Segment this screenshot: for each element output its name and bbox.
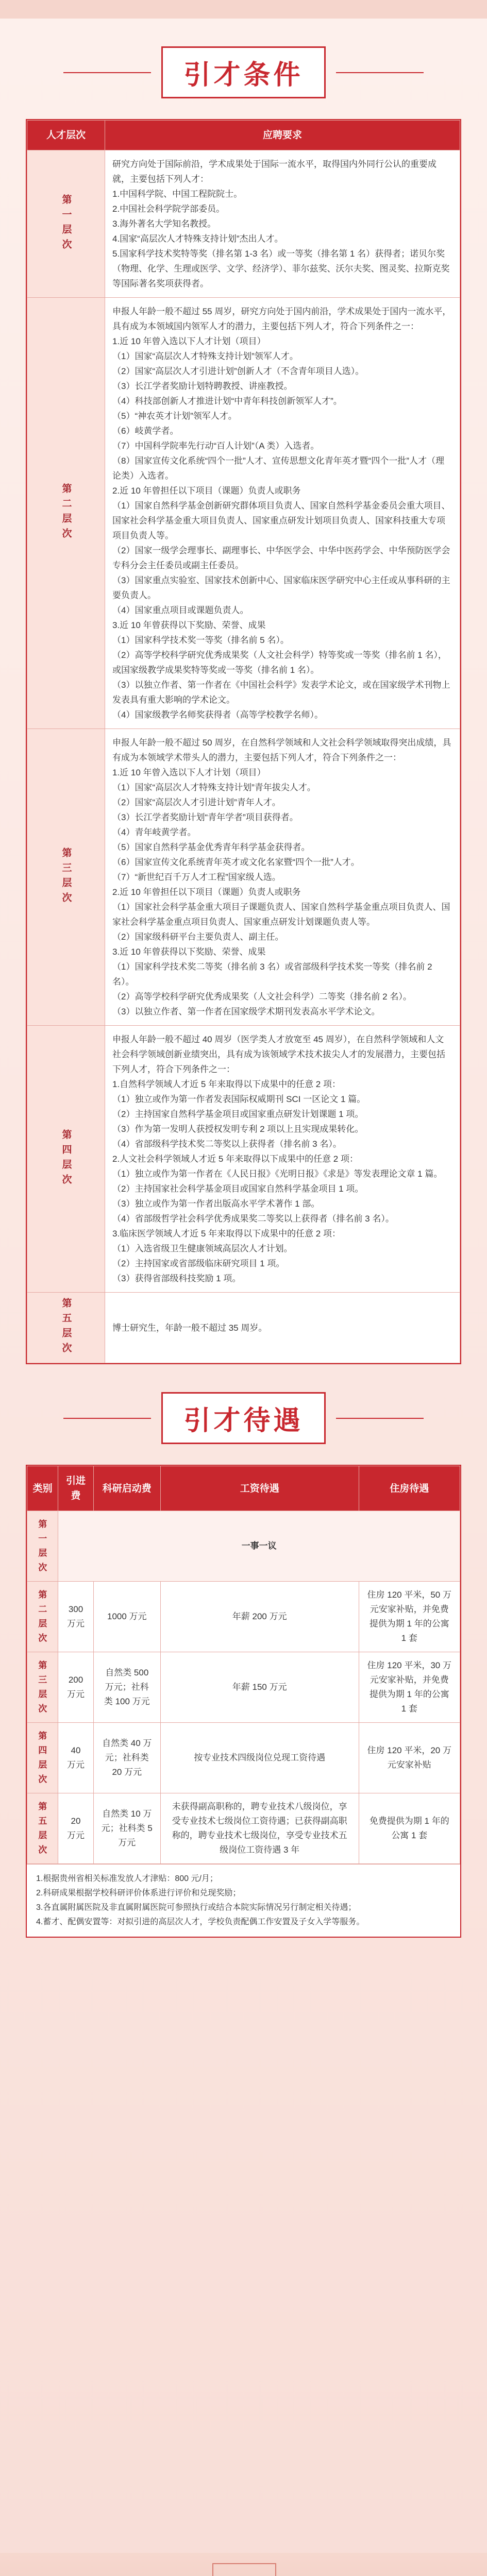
requirement-line: 1.中国科学院、中国工程院院士。 <box>112 189 243 199</box>
requirement-line: （2）主持国家社会科学基金项目或国家自然科学基金项目 1 项。 <box>112 1184 364 1194</box>
requirement-line: 3.临床医学领域人才近 5 年来取得以下成果中的任意 2 项： <box>112 1229 341 1239</box>
requirement-line: （5）“神农英才计划”领军人才。 <box>112 411 237 421</box>
benefits-table-wrap <box>26 1465 461 1938</box>
benefit-research: 自然类 10 万元；社科类 5 万元 <box>93 1793 160 1864</box>
benefit-header: 引进费 <box>58 1466 93 1511</box>
benefits-title: 引才待遇 <box>161 1392 325 1444</box>
table-row <box>27 150 460 298</box>
conditions-table-wrap <box>26 119 461 1364</box>
benefit-fee: 200 万元 <box>58 1652 93 1723</box>
requirement-line: （3）获得省部级科技奖励 1 项。 <box>112 1274 241 1283</box>
requirement-line: （8）国家宣传文化系统“四个一批”人才、宣传思想文化青年英才暨“四个一批”人才（理论类）入选者。 <box>112 456 445 481</box>
requirement-line: （2）国家“高层次人才引进计划”创新人才（不含青年项目人选）。 <box>112 366 364 376</box>
benefit-fee: 300 万元 <box>58 1582 93 1652</box>
requirement-cell <box>105 1026 460 1293</box>
requirement-line: 2.近 10 年曾担任以下项目（课题）负责人或职务 <box>112 486 301 496</box>
title-deco-line-right <box>336 72 424 73</box>
note-line: 1.根据贵州省相关标准发放人才津贴：800 元/月； <box>36 1874 218 1883</box>
benefit-fee: 20 万元 <box>58 1793 93 1864</box>
requirement-line: 2.人文社会科学领域人才近 5 年来取得以下成果中的任意 2 项： <box>112 1154 358 1164</box>
requirement-line: 申报人年龄一般不超过 40 周岁（医学类人才放宽至 45 周岁），在自然科学领域和人文社会科学领域创新业绩突出，具有成为该领域学术技术拔尖人才的发展潜力，主要包括下列人才，符合下列条件之一： <box>112 1035 445 1074</box>
benefit-fee: 40 万元 <box>58 1723 93 1793</box>
conditions-title: 引才条件 <box>161 46 325 98</box>
requirement-line: （3）独立或作为第一作者出版高水平学术著作 1 部。 <box>112 1199 320 1209</box>
requirement-line: 2.中国社会科学院学部委员。 <box>112 204 225 214</box>
benefit-salary: 年薪 200 万元 <box>160 1582 359 1652</box>
requirement-line: （1）国家“高层次人才特殊支持计划”领军人才。 <box>112 351 298 361</box>
note-line: 4.蓄才、配偶安置等：对拟引进的高层次人才，学校负责配偶工作安置及子女入学等服务。 <box>36 1918 365 1926</box>
footer <box>0 2553 487 2576</box>
requirement-line: （1）国家自然科学基金创新研究群体项目负责人、国家自然科学基金委员会重大项目、国家社会科学基金重大项目负责人、国家重点研发计划项目负责人、国家科技重大专项项目负责人等。 <box>112 501 450 540</box>
note-line: 3.各直属附属医院及非直属附属医院可参照执行或结合本院实际情况另行制定相关待遇； <box>36 1903 357 1912</box>
benefit-level: 第一层次 <box>27 1511 58 1582</box>
level-cell: 第二层次 <box>27 298 105 729</box>
note-line: 2.科研成果根据学校科研评价体系进行评价和兑现奖励； <box>36 1889 241 1897</box>
requirement-line: 申报人年龄一般不超过 50 周岁，在自然科学领域和人文社会科学领域取得突出成绩，具有成为本领域学术带头人的潜力，主要包括下列人才，符合下列条件之一： <box>112 738 451 762</box>
requirement-line: 3.近 10 年曾获得以下奖励、荣誉、成果 <box>112 620 266 630</box>
requirement-line: 1.近 10 年曾入选以下人才计划（项目） <box>112 768 266 777</box>
benefit-salary: 年薪 150 万元 <box>160 1652 359 1723</box>
requirement-line: 2.近 10 年曾担任以下项目（课题）负责人或职务 <box>112 887 301 897</box>
requirement-line: （3）长江学者奖励计划“青年学者”项目获得者。 <box>112 812 298 822</box>
requirement-line: （1）独立或作为第一作者在《人民日报》《光明日报》《求是》等发表理论文章 1 篇。 <box>112 1169 443 1179</box>
requirement-line: （3）国家重点实验室、国家技术创新中心、国家临床医学研究中心主任或从事科研的主要负责人。 <box>112 575 450 600</box>
requirement-line: （1）国家科学技术奖一等奖（排名前 5 名）。 <box>112 635 289 645</box>
requirement-line: （7）“新世纪百千万人才工程”国家级人选。 <box>112 872 281 882</box>
title-deco-line-right <box>336 1418 424 1419</box>
requirement-line: （2）高等学校科学研究优秀成果奖（人文社会科学）二等奖（排名前 2 名）。 <box>112 992 412 1002</box>
requirement-line: （1）国家社会科学基金重大项目子课题负责人、国家自然科学基金重点项目负责人、国家社会科学基金重点项目负责人、国家重点研发计划课题负责人等。 <box>112 902 450 927</box>
benefit-research: 1000 万元 <box>93 1582 160 1652</box>
requirement-line: 4.国家“高层次人才特殊支持计划”杰出人才。 <box>112 234 283 244</box>
conditions-body <box>27 150 460 1363</box>
table-row <box>27 298 460 729</box>
table-row <box>27 1026 460 1293</box>
table-row <box>27 1582 460 1652</box>
requirement-line: （3）长江学者奖励计划特聘教授、讲座教授。 <box>112 381 293 391</box>
requirement-line: （6）岐黄学者。 <box>112 426 179 436</box>
section-title-conditions <box>0 46 487 98</box>
benefit-research: 自然类 500 万元；社科类 100 万元 <box>93 1652 160 1723</box>
benefit-header: 类别 <box>27 1466 58 1511</box>
header-level: 人才层次 <box>27 121 105 150</box>
requirement-line: （1）国家科学技术奖二等奖（排名前 3 名）或省部级科学技术奖一等奖（排名前 2 名）。 <box>112 962 432 987</box>
requirement-line: 5.国家科学技术奖特等奖（排名第 1-3 名）或一等奖（排名第 1 名）获得者；诺贝尔奖（物理、化学、生理或医学、文学、经济学）、菲尔兹奖、沃尔夫奖、图灵奖、拉斯克奖等国际著名奖项获得者。 <box>112 249 450 289</box>
requirement-line: （6）国家宣传文化系统青年英才或文化名家暨“四个一批”人才。 <box>112 857 360 867</box>
requirement-line: 研究方向处于国际前沿，学术成果处于国际一流水平，取得国内外同行公认的重要成就，主要包括下列人才： <box>112 159 436 184</box>
requirement-line: （4）省部级科学技术奖二等奖以上获得者（排名前 3 名）。 <box>112 1139 342 1149</box>
requirement-line: （3）以独立作者、第一作者在国家级学术期刊发表高水平学术论文。 <box>112 1007 380 1016</box>
conditions-table <box>27 120 460 1363</box>
requirement-line: 3.近 10 年曾获得以下奖励、荣誉、成果 <box>112 947 266 957</box>
requirement-line: 3.海外著名大学知名教授。 <box>112 219 216 229</box>
benefit-level: 第二层次 <box>27 1582 58 1652</box>
table-row <box>27 1793 460 1864</box>
level-cell: 第一层次 <box>27 150 105 298</box>
requirement-line: （5）国家自然科学基金优秀青年科学基金获得者。 <box>112 842 310 852</box>
requirement-line: （1）入选省级卫生健康领域高层次人才计划。 <box>112 1244 293 1253</box>
requirement-line: （4）国家重点项目或课题负责人。 <box>112 605 249 615</box>
benefit-level: 第四层次 <box>27 1723 58 1793</box>
requirement-cell <box>105 1293 460 1363</box>
requirement-line: （1）独立或作为第一作者发表国际权威期刊 SCI 一区论文 1 篇。 <box>112 1094 366 1104</box>
requirement-cell <box>105 298 460 729</box>
benefits-table <box>27 1466 460 1864</box>
requirement-line: （2）国家“高层次人才引进计划”青年人才。 <box>112 798 281 807</box>
requirement-line: （2）国家级科研平台主要负责人、副主任。 <box>112 932 284 942</box>
benefit-header: 住房待遇 <box>359 1466 460 1511</box>
benefit-housing: 住房 120 平米，20 万元安家补贴 <box>359 1723 460 1793</box>
benefit-header: 工资待遇 <box>160 1466 359 1511</box>
level-cell: 第五层次 <box>27 1293 105 1363</box>
benefit-research: 自然类 40 万元；社科类 20 万元 <box>93 1723 160 1793</box>
requirement-line: （2）高等学校科学研究优秀成果奖（人文社会科学）特等奖或一等奖（排名前 1 名），或国家级教学成果奖特等奖或一等奖（排名前 1 名）。 <box>112 650 447 675</box>
benefits-body <box>27 1511 460 1864</box>
benefit-salary: 按专业技术四级岗位兑现工资待遇 <box>160 1723 359 1793</box>
table-row <box>27 1652 460 1723</box>
title-deco-line-left <box>63 72 151 73</box>
requirement-line: （2）主持国家或省部级临床研究项目 1 项。 <box>112 1259 285 1268</box>
requirement-line: 申报人年龄一般不超过 55 周岁，研究方向处于国内前沿，学术成果处于国内一流水平，具有成为本领域国内领军人才的潜力，主要包括下列人才，符合下列条件之一： <box>112 307 451 331</box>
requirement-line: 博士研究生，年龄一般不超过 35 周岁。 <box>112 1323 267 1333</box>
requirement-line: （4）国家级教学名师奖获得者（高等学校教学名师）。 <box>112 710 323 720</box>
section-title-benefits <box>0 1392 487 1444</box>
benefit-housing: 住房 120 平米，30 万元安家补贴，并免费提供为期 1 年的公寓 1 套 <box>359 1652 460 1723</box>
requirement-line: 1.自然科学领域人才近 5 年来取得以下成果中的任意 2 项： <box>112 1079 341 1089</box>
header-requirement: 应聘要求 <box>105 121 460 150</box>
requirement-line: （3）以独立作者、第一作者在《中国社会科学》发表学术论文，或在国家级学术刊物上发表具有重大影响的学术论文。 <box>112 680 450 705</box>
benefit-negotiable: 一事一议 <box>58 1511 460 1582</box>
requirement-line: （3）作为第一发明人获授权发明专利 2 项以上且实现成果转化。 <box>112 1124 364 1134</box>
requirement-line: 1.近 10 年曾入选以下人才计划（项目） <box>112 336 266 346</box>
table-row <box>27 1293 460 1363</box>
benefit-level: 第三层次 <box>27 1652 58 1723</box>
top-banner <box>0 0 487 19</box>
requirement-line: （4）科技部创新人才推进计划“中青年科技创新领军人才”。 <box>112 396 342 406</box>
requirement-line: （2）国家一级学会理事长、副理事长、中华医学会、中华中医药学会、中华预防医学会专科分会主任委员或副主任委员。 <box>112 546 450 570</box>
benefit-level: 第五层次 <box>27 1793 58 1864</box>
level-cell: 第三层次 <box>27 729 105 1026</box>
benefit-header: 科研启动费 <box>93 1466 160 1511</box>
requirement-line: （7）中国科学院率先行动“百人计划”（A 类）入选者。 <box>112 441 320 451</box>
benefits-header-row <box>27 1466 460 1511</box>
title-deco-line-left <box>63 1418 151 1419</box>
table-row <box>27 1723 460 1793</box>
table-row <box>27 729 460 1026</box>
benefit-housing: 免费提供为期 1 年的公寓 1 套 <box>359 1793 460 1864</box>
requirement-cell <box>105 729 460 1026</box>
conditions-header-row <box>27 121 460 150</box>
benefits-notes <box>27 1864 460 1937</box>
requirement-line: （4）省部级哲学社会科学优秀成果奖二等奖以上获得者（排名前 3 名）。 <box>112 1214 394 1224</box>
requirement-line: （1）国家“高层次人才特殊支持计划”青年拔尖人才。 <box>112 783 316 792</box>
requirement-line: （2）主持国家自然科学基金项目或国家重点研发计划课题 1 项。 <box>112 1109 364 1119</box>
table-row <box>27 1511 460 1582</box>
requirement-cell <box>105 150 460 298</box>
benefit-salary: 未获得副高职称的，聘专业技术八级岗位，享受专业技术七级岗位工资待遇；已获得副高职称的，聘专业技术七级岗位，享受专业技术五级岗位工资待遇 3 年 <box>160 1793 359 1864</box>
benefit-housing: 住房 120 平米，50 万元安家补贴，并免费提供为期 1 年的公寓 1 套 <box>359 1582 460 1652</box>
requirement-line: （4）青年岐黄学者。 <box>112 827 196 837</box>
level-cell: 第四层次 <box>27 1026 105 1293</box>
